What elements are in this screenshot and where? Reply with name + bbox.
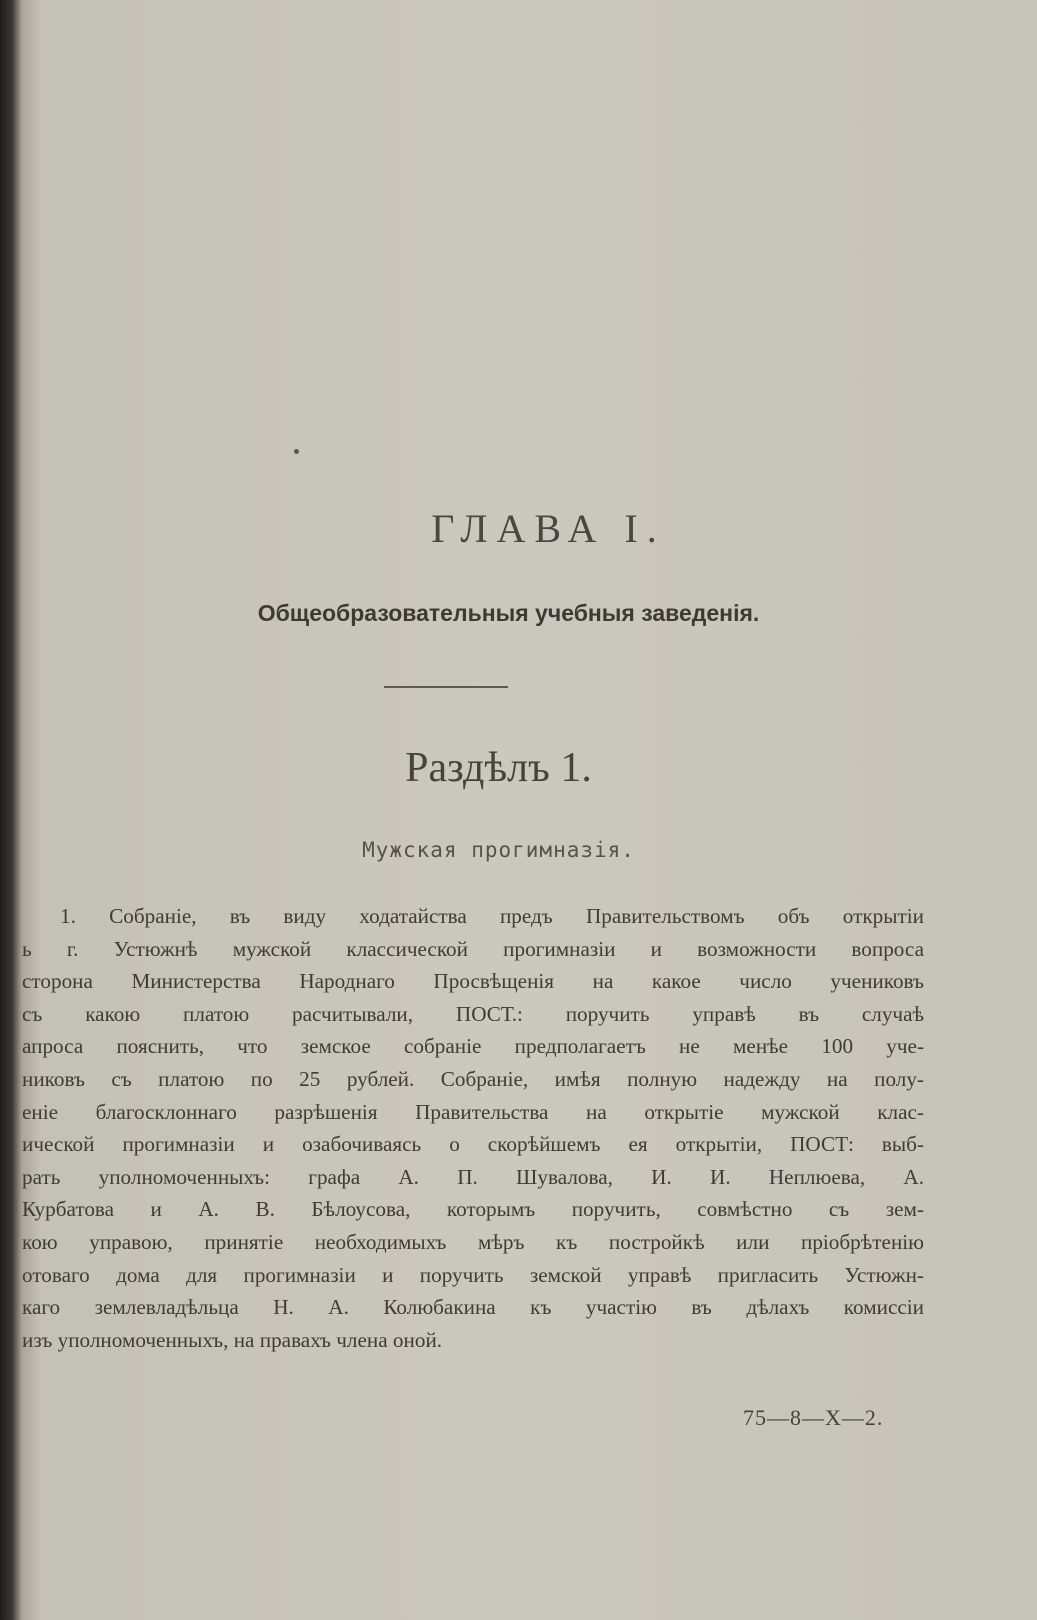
chapter-heading: ГЛАВА I. xyxy=(431,506,666,551)
paragraph-line: изъ уполномоченныхъ, на правахъ члена оной. xyxy=(22,1327,443,1352)
print-speck xyxy=(294,449,299,454)
chapter-subtitle: Общеобразовательныя учебныя заведенія. xyxy=(257,600,760,626)
section-heading: Раздѣлъ 1. xyxy=(405,745,592,791)
paragraph-line: никовъ съ платою по 25 рублей. Собраніе, имѣя полную надежду на полу- xyxy=(22,1066,924,1091)
paragraph-line: рать уполномоченныхъ: графа А. П. Шувалова, И. И. Неплюева, А. xyxy=(22,1164,924,1189)
paragraph-line: сторона Министерства Народнаго Просвѣщенія на какое число учениковъ xyxy=(22,969,924,994)
reference-number: 75—8—X—2. xyxy=(743,1405,884,1430)
paragraph-line: еніе благосклоннаго разрѣшенія Правительства на открытіе мужской клас- xyxy=(22,1099,924,1124)
paragraph-line: съ какою платою расчитывали, ПОСТ.: поручить управѣ въ случаѣ xyxy=(22,1001,924,1026)
paragraph-line: ической прогимназіи и озабочиваясь о скорѣйшемъ ея открытіи, ПОСТ: выб- xyxy=(22,1132,924,1157)
divider-rule xyxy=(384,686,508,688)
resolution-paragraph xyxy=(22,900,924,1356)
section-subtitle: Мужская прогимназія. xyxy=(362,838,635,862)
paragraph-line: Курбатова и А. В. Бѣлоусова, которымъ поручить, совмѣстно съ зем- xyxy=(22,1197,924,1222)
paragraph-line: апроса пояснить, что земское собраніе предполагаетъ не менѣе 100 уче- xyxy=(22,1034,924,1059)
paragraph-line: каго землевладѣльца Н. А. Колюбакина къ участію въ дѣлахъ комиссіи xyxy=(22,1295,924,1320)
paragraph-line: ь г. Устюжнѣ мужской классической прогимназіи и возможности вопроса xyxy=(22,936,924,961)
paragraph-line: 1. Собраніе, въ виду ходатайства предъ Правительствомъ объ открытіи xyxy=(60,904,924,928)
paragraph-line: отоваго дома для прогимназіи и поручить земской управѣ пригласить Устюжн- xyxy=(22,1262,924,1287)
paragraph-line: кою управою, принятіе необходимыхъ мѣръ къ постройкѣ или пріобрѣтенію xyxy=(22,1229,924,1254)
